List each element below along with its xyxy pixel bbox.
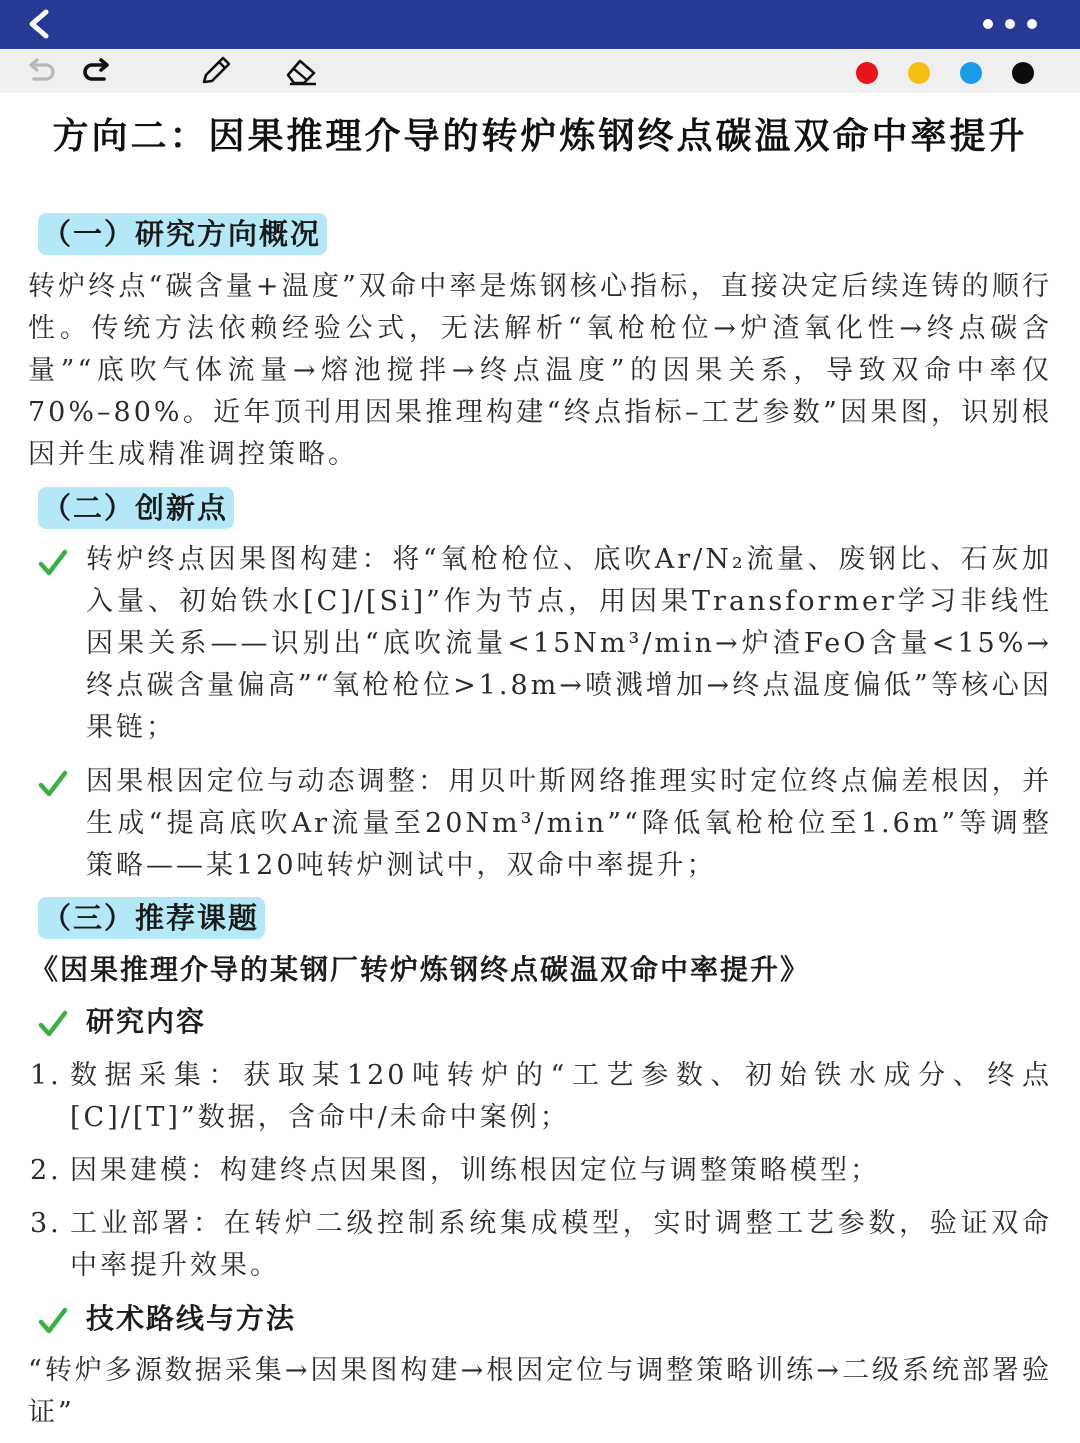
method-heading: 技术路线与方法 bbox=[86, 1302, 297, 1335]
recommended-topic-title: 《因果推理介导的某钢厂转炉炼钢终点碳温双命中率提升》 bbox=[30, 953, 811, 986]
section-heading-overview: （一）研究方向概况 bbox=[38, 213, 327, 255]
pencil-icon[interactable] bbox=[198, 55, 232, 87]
research-content-heading: 研究内容 bbox=[86, 1005, 207, 1038]
list-text: 因果建模：构建终点因果图，训练根因定位与调整策略模型； bbox=[70, 1155, 880, 1186]
eraser-icon[interactable] bbox=[284, 55, 318, 87]
list-number: 2. bbox=[30, 1155, 62, 1186]
check-icon bbox=[38, 1306, 68, 1336]
section-heading-innovation: （二）创新点 bbox=[38, 487, 234, 529]
check-icon bbox=[38, 548, 68, 578]
overview-paragraph: 转炉终点“碳含量+温度”双命中率是炼钢核心指标，直接决定后续连铸的顺行性。传统方法依赖经验公式，无法解析“氧枪枪位→炉渣氧化性→终点碳含量”“底吹气体流量→熔池搅拌→终点温度”的因果关系，导致双命中率仅70%–80%。近年顶刊用因果推理构建“终点指标–工艺参数”因果图，识别根因并生成精准调控策略。 bbox=[28, 271, 1052, 470]
more-dots-icon[interactable] bbox=[980, 16, 1040, 32]
list-number: 3. bbox=[30, 1208, 62, 1239]
redo-icon[interactable] bbox=[80, 55, 114, 87]
section-heading-topic: （三）推荐课题 bbox=[38, 897, 265, 939]
check-icon bbox=[38, 1009, 68, 1039]
pen-color-yellow[interactable] bbox=[908, 62, 930, 84]
pen-color-blue[interactable] bbox=[960, 62, 982, 84]
page-title: 方向二：因果推理介导的转炉炼钢终点碳温双命中率提升 bbox=[52, 115, 1028, 157]
research-item-2 bbox=[30, 1150, 1052, 1192]
list-text: 数据采集：获取某120吨转炉的“工艺参数、初始铁水成分、终点[C]/[T]”数据，含命中/未命中案例； bbox=[70, 1060, 1052, 1133]
check-icon bbox=[38, 769, 68, 799]
method-paragraph: “转炉多源数据采集→因果图构建→根因定位与调整策略训练→二级系统部署验证” bbox=[28, 1355, 1052, 1428]
app-header bbox=[0, 0, 1080, 49]
innovation-item-2: 因果根因定位与动态调整：用贝叶斯网络推理实时定位终点偏差根因，并生成“提高底吹Ar流量至20Nm³/min”“降低氧枪枪位至1.6m”等调整策略——某120吨转炉测试中，双命中率提升； bbox=[86, 766, 1052, 881]
pen-color-black[interactable] bbox=[1012, 62, 1034, 84]
innovation-item-1: 转炉终点因果图构建：将“氧枪枪位、底吹Ar/N₂流量、废钢比、石灰加入量、初始铁水[C]/[Si]”作为节点，用因果Transformer学习非线性因果关系——识别出“底吹流量<15Nm³/min→炉渣FeO含量<15%→终点碳含量偏高”“氧枪枪位>1.8m→喷溅增加→终点温度偏低”等核心因果链； bbox=[86, 544, 1052, 743]
list-text: 工业部署：在转炉二级控制系统集成模型，实时调整工艺参数，验证双命中率提升效果。 bbox=[70, 1208, 1052, 1281]
chevron-left-icon[interactable] bbox=[22, 8, 56, 40]
pen-color-red[interactable] bbox=[856, 62, 878, 84]
undo-icon[interactable] bbox=[24, 55, 58, 87]
research-item-1 bbox=[30, 1055, 1052, 1139]
research-item-3 bbox=[30, 1203, 1052, 1287]
list-number: 1. bbox=[30, 1060, 62, 1091]
